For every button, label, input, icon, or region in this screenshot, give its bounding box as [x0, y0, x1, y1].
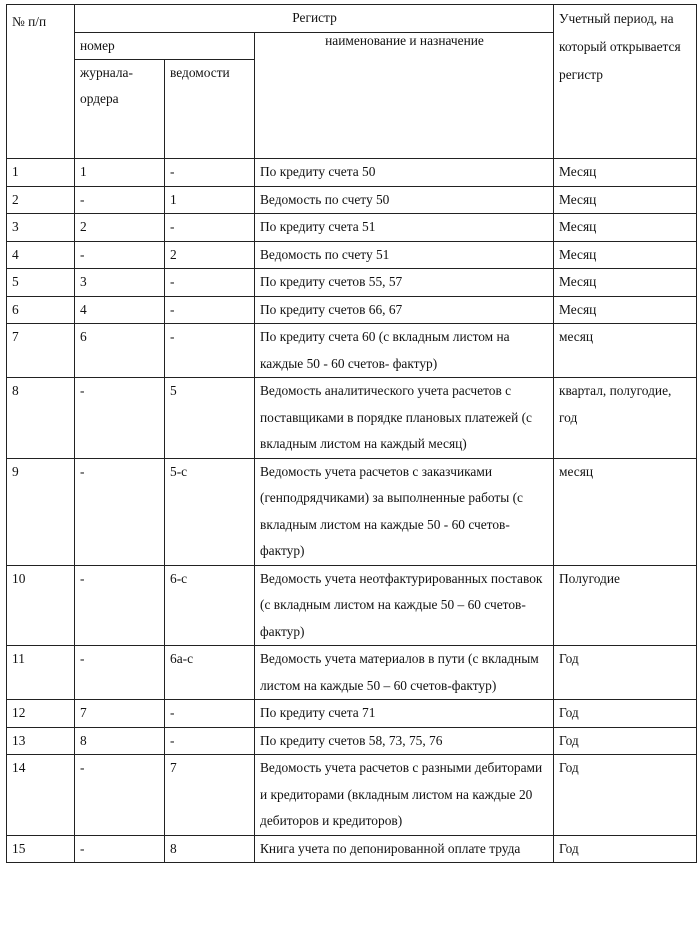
row-journal-cell: -: [75, 458, 165, 565]
row-statement-cell: -: [165, 296, 255, 324]
table-row: [7, 269, 697, 297]
row-name-cell: Ведомость по счету 51: [255, 241, 554, 269]
row-name-cell: По кредиту счета 71: [255, 700, 554, 728]
table-row: [7, 646, 697, 700]
row-index-cell: 3: [7, 214, 75, 242]
table-row: [7, 458, 697, 565]
row-period-cell: месяц: [554, 458, 697, 565]
header-journal-order: журнала-ордера: [75, 60, 165, 159]
row-index-cell: 15: [7, 835, 75, 863]
row-statement-cell: -: [165, 159, 255, 187]
row-period-cell: Год: [554, 755, 697, 836]
header-period: Учетный период, на который открывается регистр: [554, 5, 697, 159]
row-journal-cell: 8: [75, 727, 165, 755]
table-row: [7, 296, 697, 324]
row-statement-cell: 2: [165, 241, 255, 269]
row-journal-cell: -: [75, 646, 165, 700]
row-name-cell: По кредиту счетов 55, 57: [255, 269, 554, 297]
row-statement-cell: 1: [165, 186, 255, 214]
header-number: номер: [75, 32, 255, 60]
row-name-cell: Ведомость учета расчетов с разными дебиторами и кредиторами (вкладным листом на каждые 20 дебиторов и кредиторов): [255, 755, 554, 836]
row-period-cell: Полугодие: [554, 565, 697, 646]
table-row: [7, 565, 697, 646]
table-row: [7, 378, 697, 459]
row-journal-cell: -: [75, 755, 165, 836]
table-row: [7, 214, 697, 242]
row-name-cell: По кредиту счета 50: [255, 159, 554, 187]
row-statement-cell: -: [165, 727, 255, 755]
row-journal-cell: -: [75, 241, 165, 269]
row-journal-cell: 6: [75, 324, 165, 378]
row-period-cell: Год: [554, 727, 697, 755]
table-row: [7, 324, 697, 378]
row-statement-cell: 7: [165, 755, 255, 836]
row-index-cell: 4: [7, 241, 75, 269]
register-table: [6, 4, 697, 863]
row-statement-cell: 8: [165, 835, 255, 863]
row-journal-cell: -: [75, 186, 165, 214]
row-index-cell: 5: [7, 269, 75, 297]
row-journal-cell: 4: [75, 296, 165, 324]
row-index-cell: 13: [7, 727, 75, 755]
row-journal-cell: -: [75, 378, 165, 459]
row-index-cell: 6: [7, 296, 75, 324]
row-index-cell: 14: [7, 755, 75, 836]
row-period-cell: Месяц: [554, 159, 697, 187]
table-row: [7, 727, 697, 755]
row-period-cell: Год: [554, 646, 697, 700]
row-statement-cell: -: [165, 214, 255, 242]
row-journal-cell: -: [75, 835, 165, 863]
table-row: [7, 835, 697, 863]
header-name-purpose: наименование и назначение: [255, 32, 554, 159]
row-journal-cell: 1: [75, 159, 165, 187]
row-journal-cell: 3: [75, 269, 165, 297]
table-row: [7, 241, 697, 269]
row-period-cell: Год: [554, 835, 697, 863]
row-statement-cell: -: [165, 269, 255, 297]
table-row: [7, 755, 697, 836]
row-period-cell: квартал, полугодие, год: [554, 378, 697, 459]
row-statement-cell: -: [165, 700, 255, 728]
row-period-cell: Месяц: [554, 214, 697, 242]
row-statement-cell: 5: [165, 378, 255, 459]
row-statement-cell: 6-с: [165, 565, 255, 646]
header-index: № п/п: [7, 5, 75, 159]
row-period-cell: Год: [554, 700, 697, 728]
table-row: [7, 700, 697, 728]
row-name-cell: Книга учета по депонированной оплате труда: [255, 835, 554, 863]
row-journal-cell: -: [75, 565, 165, 646]
row-statement-cell: -: [165, 324, 255, 378]
row-period-cell: Месяц: [554, 296, 697, 324]
row-index-cell: 2: [7, 186, 75, 214]
row-index-cell: 11: [7, 646, 75, 700]
row-journal-cell: 2: [75, 214, 165, 242]
row-name-cell: Ведомость по счету 50: [255, 186, 554, 214]
table-row: [7, 186, 697, 214]
header-statement: ведомости: [165, 60, 255, 159]
row-statement-cell: 5-с: [165, 458, 255, 565]
row-name-cell: Ведомость аналитического учета расчетов с поставщиками в порядке плановых платежей (с вкладным листом на каждый месяц): [255, 378, 554, 459]
row-index-cell: 10: [7, 565, 75, 646]
row-period-cell: Месяц: [554, 241, 697, 269]
row-name-cell: Ведомость учета расчетов с заказчиками (генподрядчиками) за выполненные работы (с вкладным листом на каждые 50 - 60 счетов-фактур): [255, 458, 554, 565]
row-name-cell: По кредиту счетов 58, 73, 75, 76: [255, 727, 554, 755]
header-register: Регистр: [75, 5, 554, 33]
row-index-cell: 7: [7, 324, 75, 378]
row-name-cell: По кредиту счетов 66, 67: [255, 296, 554, 324]
header-row-1: [7, 5, 697, 33]
row-name-cell: По кредиту счета 60 (с вкладным листом на каждые 50 - 60 счетов- фактур): [255, 324, 554, 378]
table-row: [7, 159, 697, 187]
row-name-cell: По кредиту счета 51: [255, 214, 554, 242]
row-period-cell: месяц: [554, 324, 697, 378]
row-index-cell: 1: [7, 159, 75, 187]
row-index-cell: 12: [7, 700, 75, 728]
row-index-cell: 9: [7, 458, 75, 565]
row-journal-cell: 7: [75, 700, 165, 728]
row-period-cell: Месяц: [554, 186, 697, 214]
row-period-cell: Месяц: [554, 269, 697, 297]
row-name-cell: Ведомость учета неотфактурированных поставок (с вкладным листом на каждые 50 – 60 счетов-фактур): [255, 565, 554, 646]
row-name-cell: Ведомость учета материалов в пути (с вкладным листом на каждые 50 – 60 счетов-фактур): [255, 646, 554, 700]
row-index-cell: 8: [7, 378, 75, 459]
row-statement-cell: 6а-с: [165, 646, 255, 700]
